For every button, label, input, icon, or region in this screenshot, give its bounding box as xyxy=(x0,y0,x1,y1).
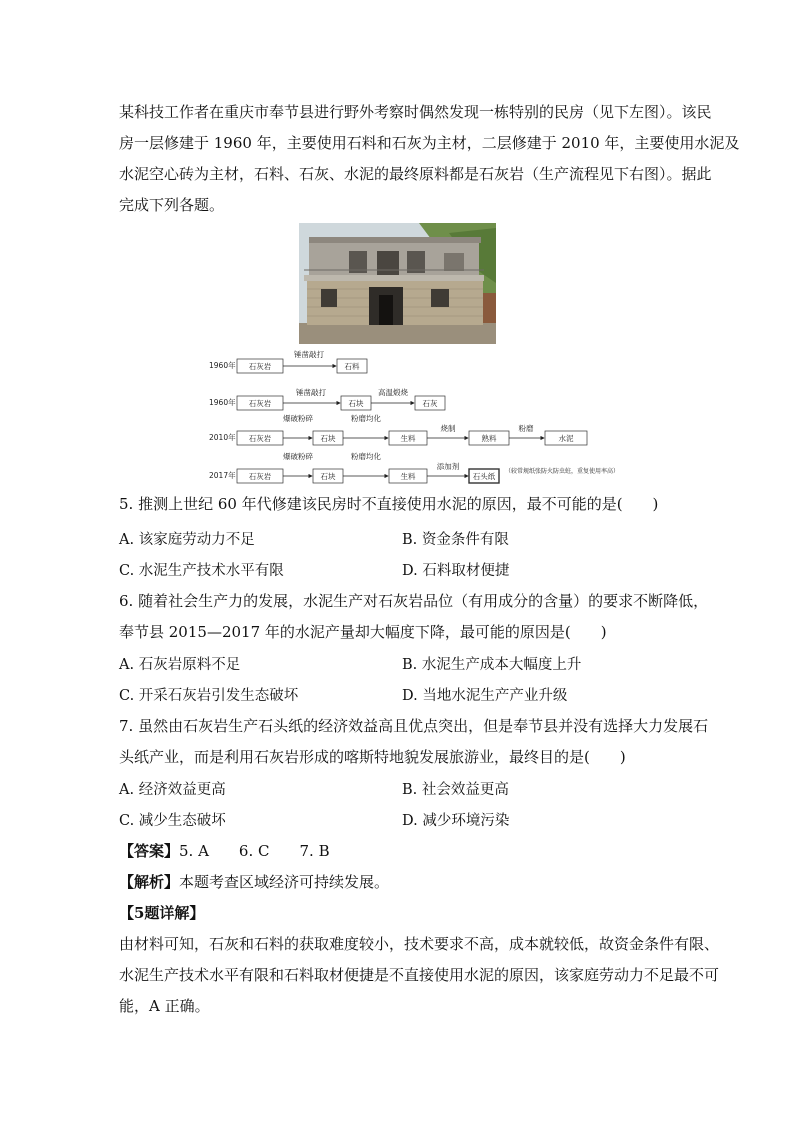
q6-option-b: B. 水泥生产成本大幅度上升 xyxy=(402,657,582,673)
intro-line: 某科技工作者在重庆市奉节县进行野外考察时偶然发现一栋特别的民房（见下左图）。该民 xyxy=(119,103,712,121)
question-7-stem: 头纸产业，而是利用石灰岩形成的喀斯特地貌发展旅游业，最终目的是( ) xyxy=(119,748,626,766)
flow-step: 爆破粉碎 xyxy=(283,414,313,423)
flow-year: 1960年 xyxy=(209,361,236,370)
flow-node: 生料 xyxy=(400,472,416,481)
flow-step: 锤凿敲打 xyxy=(294,350,324,359)
flow-node: 石灰岩 xyxy=(248,472,272,481)
q5-option-b: B. 资金条件有限 xyxy=(402,532,509,548)
question-6-stem: 奉节县 2015—2017 年的水泥产量却大幅度下降，最可能的原因是( ) xyxy=(119,623,607,641)
analysis-text: 本题考查区域经济可持续发展。 xyxy=(179,873,390,891)
answer-text: 5. A 6. C 7. B xyxy=(179,842,330,860)
answer-row xyxy=(119,840,330,861)
flow-node: 水泥 xyxy=(558,434,574,443)
flow-node: 石块 xyxy=(348,399,364,408)
flow-node: 石块 xyxy=(320,434,336,443)
detail-line: 由材料可知，石灰和石料的获取难度较小，技术要求不高，成本就较低，故资金条件有限、 xyxy=(119,935,720,953)
q7-option-c: C. 减少生态破坏 xyxy=(119,813,226,829)
flow-step: 高温煅烧 xyxy=(378,388,408,397)
question-6-stem: 6. 随着社会生产力的发展，水泥生产对石灰岩品位（有用成分的含量）的要求不断降低， xyxy=(119,592,709,610)
q5-option-c: C. 水泥生产技术水平有限 xyxy=(119,563,284,579)
flow-node: 石块 xyxy=(320,472,336,481)
flow-node: 石料 xyxy=(344,362,360,371)
analysis-label: 【解析】 xyxy=(119,873,180,891)
q7-option-d: D. 减少环境污染 xyxy=(402,813,510,829)
flow-step: 锤凿敲打 xyxy=(296,388,326,397)
question-5-stem: 5. 推测上世纪 60 年代修建该民房时不直接使用水泥的原因，最不可能的是( ) xyxy=(119,495,659,513)
flow-year: 1960年 xyxy=(209,398,236,407)
flow-year: 2017年 xyxy=(209,471,236,480)
flow-node: 熟料 xyxy=(481,434,497,443)
analysis-row xyxy=(119,871,389,892)
flow-step: 粉磨均化 xyxy=(351,452,381,461)
flow-step: 烧制 xyxy=(440,424,456,433)
flow-node: 石灰岩 xyxy=(248,362,272,371)
q7-option-b: B. 社会效益更高 xyxy=(402,782,509,798)
q7-option-a: A. 经济效益更高 xyxy=(119,782,226,798)
q6-option-c: C. 开采石灰岩引发生态破坏 xyxy=(119,688,299,704)
flow-node: 石灰 xyxy=(422,399,438,408)
detail-line: 能，A 正确。 xyxy=(119,997,210,1015)
flow-node: 生料 xyxy=(400,434,416,443)
q6-option-d: D. 当地水泥生产产业升级 xyxy=(402,688,568,704)
flow-note: （较常规纸张防火防虫蛀，重复使用率高） xyxy=(505,468,620,475)
flow-step: 添加剂 xyxy=(436,462,460,471)
flow-year: 2010年 xyxy=(209,433,236,442)
flow-step: 粉磨 xyxy=(518,424,534,433)
answer-label: 【答案】 xyxy=(119,842,180,860)
intro-line: 完成下列各题。 xyxy=(119,196,225,214)
flow-step: 爆破粉碎 xyxy=(283,452,313,461)
flow-step: 粉磨均化 xyxy=(351,414,381,423)
house-photo xyxy=(299,223,496,344)
detail-label: 【5题详解】 xyxy=(119,904,205,922)
intro-line: 水泥空心砖为主材，石料、石灰、水泥的最终原料都是石灰岩（生产流程见下右图）。据此 xyxy=(119,165,712,183)
production-flowchart xyxy=(205,349,620,489)
intro-line: 房一层修建于 1960 年，主要使用石料和石灰为主材，二层修建于 2010 年，主要使用水泥及 xyxy=(119,134,740,152)
q5-option-d: D. 石料取材便捷 xyxy=(402,563,510,579)
question-7-stem: 7. 虽然由石灰岩生产石头纸的经济效益高且优点突出，但是奉节县并没有选择大力发展石 xyxy=(119,717,709,735)
detail-line: 水泥生产技术水平有限和石料取材便捷是不直接使用水泥的原因，该家庭劳动力不足最不可 xyxy=(119,966,720,984)
flow-node: 石头纸 xyxy=(472,472,496,481)
flow-node: 石灰岩 xyxy=(248,399,272,408)
q5-option-a: A. 该家庭劳动力不足 xyxy=(119,532,255,548)
flow-node: 石灰岩 xyxy=(248,434,272,443)
q6-option-a: A. 石灰岩原料不足 xyxy=(119,657,241,673)
